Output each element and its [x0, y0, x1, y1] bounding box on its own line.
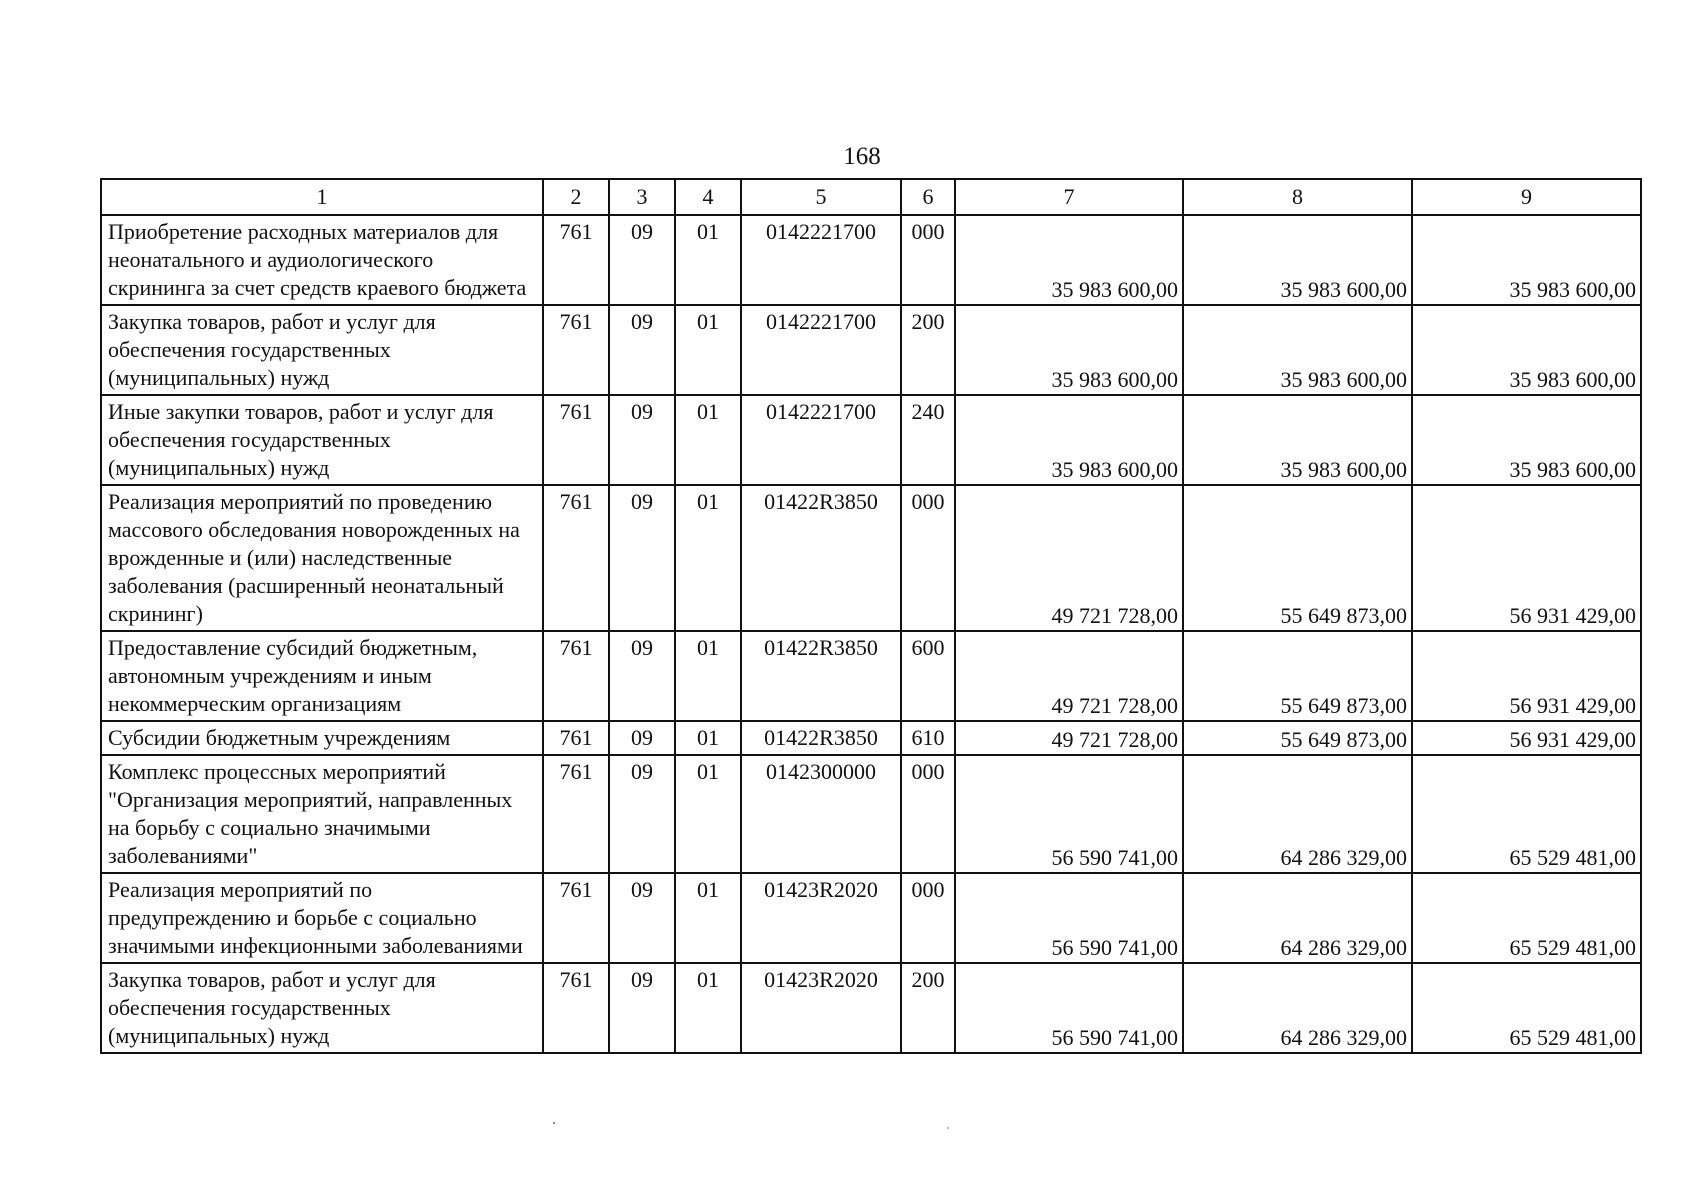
header-cell: 9: [1412, 179, 1641, 215]
header-cell: 4: [675, 179, 741, 215]
row-name-cell: Закупка товаров, работ и услуг для обеспечения государственных (муниципальных) нужд: [101, 305, 543, 395]
amount-cell: 65 529 481,00: [1412, 873, 1641, 963]
amount-cell: 35 983 600,00: [955, 395, 1183, 485]
code-cell: 01: [675, 305, 741, 395]
code-cell: 761: [543, 755, 609, 873]
budget-table: [100, 178, 1642, 1054]
amount-cell: 35 983 600,00: [1412, 215, 1641, 305]
page-number: 168: [843, 143, 881, 170]
amount-cell: 55 649 873,00: [1183, 721, 1412, 755]
amount-cell: 49 721 728,00: [955, 485, 1183, 631]
amount-cell: 35 983 600,00: [1412, 305, 1641, 395]
amount-cell: 56 931 429,00: [1412, 485, 1641, 631]
code-cell: 761: [543, 963, 609, 1053]
amount-cell: 35 983 600,00: [1183, 305, 1412, 395]
code-cell: 09: [609, 963, 675, 1053]
table-row: [101, 755, 1641, 873]
amount-cell: 49 721 728,00: [955, 721, 1183, 755]
code-cell: 000: [901, 215, 955, 305]
amount-cell: 35 983 600,00: [1412, 395, 1641, 485]
code-cell: 0142221700: [741, 395, 901, 485]
code-cell: 01: [675, 755, 741, 873]
code-cell: 01423R2020: [741, 873, 901, 963]
amount-cell: 35 983 600,00: [1183, 395, 1412, 485]
amount-cell: 35 983 600,00: [955, 215, 1183, 305]
code-cell: 01: [675, 395, 741, 485]
code-cell: 09: [609, 485, 675, 631]
amount-cell: 55 649 873,00: [1183, 485, 1412, 631]
code-cell: 01422R3850: [741, 485, 901, 631]
header-cell: 2: [543, 179, 609, 215]
code-cell: 09: [609, 395, 675, 485]
code-cell: 761: [543, 395, 609, 485]
row-name-cell: Субсидии бюджетным учреждениям: [101, 721, 543, 755]
row-name-cell: Приобретение расходных материалов для неонатального и аудиологического скрининга за счет средств краевого бюджета: [101, 215, 543, 305]
amount-cell: 56 590 741,00: [955, 873, 1183, 963]
table-body: [101, 215, 1641, 1053]
code-cell: 09: [609, 215, 675, 305]
header-cell: 8: [1183, 179, 1412, 215]
code-cell: 09: [609, 873, 675, 963]
row-name-cell: Предоставление субсидий бюджетным, автономным учреждениям и иным некоммерческим организациям: [101, 631, 543, 721]
amount-cell: 65 529 481,00: [1412, 963, 1641, 1053]
amount-cell: 35 983 600,00: [955, 305, 1183, 395]
amount-cell: 64 286 329,00: [1183, 873, 1412, 963]
code-cell: 761: [543, 721, 609, 755]
table-row: [101, 721, 1641, 755]
code-cell: 610: [901, 721, 955, 755]
row-name-cell: Закупка товаров, работ и услуг для обеспечения государственных (муниципальных) нужд: [101, 963, 543, 1053]
code-cell: 09: [609, 631, 675, 721]
amount-cell: 64 286 329,00: [1183, 963, 1412, 1053]
code-cell: 09: [609, 755, 675, 873]
amount-cell: 56 931 429,00: [1412, 631, 1641, 721]
amount-cell: 56 590 741,00: [955, 963, 1183, 1053]
row-name-cell: Комплекс процессных мероприятий "Организация мероприятий, направленных на борьбу с социально значимыми заболеваниями": [101, 755, 543, 873]
code-cell: 01: [675, 631, 741, 721]
code-cell: 000: [901, 485, 955, 631]
table-row: [101, 631, 1641, 721]
table-row: [101, 873, 1641, 963]
table-row: [101, 305, 1641, 395]
amount-cell: 49 721 728,00: [955, 631, 1183, 721]
code-cell: 200: [901, 305, 955, 395]
table-row: [101, 485, 1641, 631]
amount-cell: 65 529 481,00: [1412, 755, 1641, 873]
code-cell: 09: [609, 721, 675, 755]
code-cell: 01: [675, 873, 741, 963]
code-cell: 240: [901, 395, 955, 485]
amount-cell: 56 931 429,00: [1412, 721, 1641, 755]
header-cell: 3: [609, 179, 675, 215]
code-cell: 01423R2020: [741, 963, 901, 1053]
scan-speck: [947, 1127, 949, 1129]
scan-speck: [553, 1122, 555, 1124]
row-name-cell: Реализация мероприятий по предупреждению и борьбе с социально значимыми инфекционными заболеваниями: [101, 873, 543, 963]
code-cell: 761: [543, 215, 609, 305]
code-cell: 0142300000: [741, 755, 901, 873]
code-cell: 01: [675, 963, 741, 1053]
amount-cell: 56 590 741,00: [955, 755, 1183, 873]
code-cell: 0142221700: [741, 305, 901, 395]
code-cell: 761: [543, 305, 609, 395]
code-cell: 01: [675, 215, 741, 305]
header-cell: 7: [955, 179, 1183, 215]
table-row: [101, 215, 1641, 305]
amount-cell: 55 649 873,00: [1183, 631, 1412, 721]
code-cell: 01: [675, 485, 741, 631]
amount-cell: 64 286 329,00: [1183, 755, 1412, 873]
header-cell: 6: [901, 179, 955, 215]
table-row: [101, 395, 1641, 485]
header-cell: 5: [741, 179, 901, 215]
code-cell: 000: [901, 873, 955, 963]
row-name-cell: Реализация мероприятий по проведению массового обследования новорожденных на врожденные и (или) наследственные заболевания (расширенный неонатальный скрининг): [101, 485, 543, 631]
code-cell: 09: [609, 305, 675, 395]
code-cell: 200: [901, 963, 955, 1053]
code-cell: 761: [543, 485, 609, 631]
code-cell: 01422R3850: [741, 631, 901, 721]
row-name-cell: Иные закупки товаров, работ и услуг для обеспечения государственных (муниципальных) нужд: [101, 395, 543, 485]
code-cell: 761: [543, 631, 609, 721]
code-cell: 600: [901, 631, 955, 721]
code-cell: 0142221700: [741, 215, 901, 305]
table-row: [101, 963, 1641, 1053]
code-cell: 761: [543, 873, 609, 963]
header-cell: 1: [101, 179, 543, 215]
header-row: [101, 179, 1641, 215]
code-cell: 01: [675, 721, 741, 755]
code-cell: 000: [901, 755, 955, 873]
code-cell: 01422R3850: [741, 721, 901, 755]
amount-cell: 35 983 600,00: [1183, 215, 1412, 305]
